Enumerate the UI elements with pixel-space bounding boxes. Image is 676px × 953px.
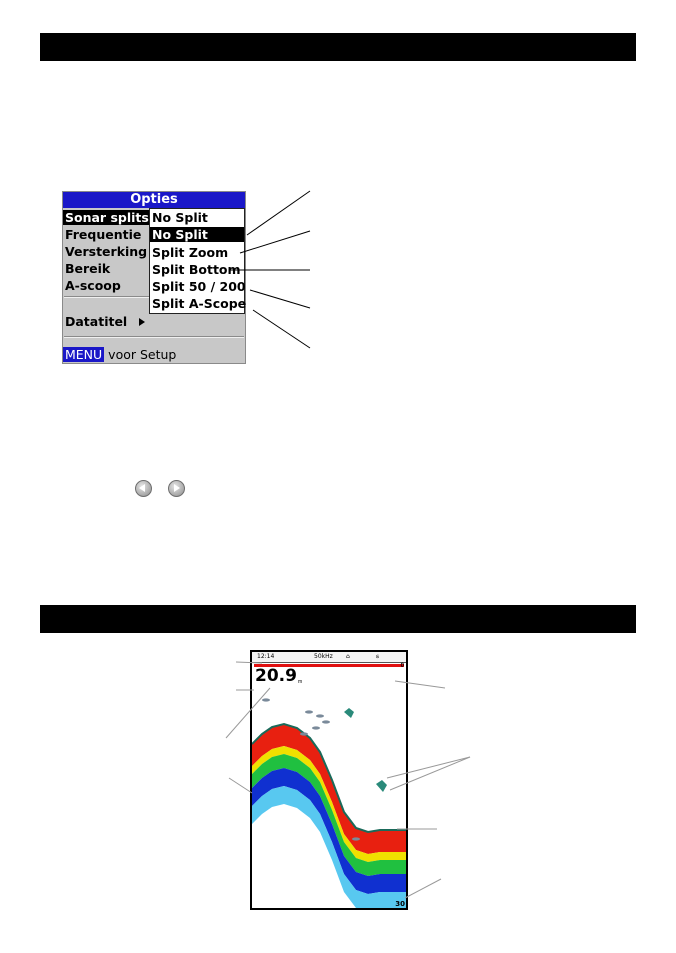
depth-unit: m [298,679,303,685]
menu-item-versterking[interactable]: Versterking [65,244,148,259]
menu-key-label: MENU [65,347,103,362]
split-option-split-50-200[interactable]: Split 50 / 200 [152,279,246,294]
depth-scale-top: 0 [400,663,404,669]
menu-item-frequentie[interactable]: Frequentie [65,227,142,242]
menu-item-bereik[interactable]: Bereik [65,261,111,276]
depth-scale-bottom: 30 [395,900,405,908]
submenu-current-value: No Split [152,210,208,225]
depth-readout: 20.9 [255,666,297,686]
split-option-split-zoom[interactable]: Split Zoom [152,245,229,260]
menu-footer-text: voor Setup [108,347,177,362]
split-option-split-bottom[interactable]: Split Bottom [152,262,241,277]
split-option-split-a-scope[interactable]: Split A-Scope [152,296,247,311]
fish-symbol-icon: ⌂ [346,653,350,660]
menu-item-datatitel[interactable]: Datatitel [65,314,128,329]
menu-item-sonar-splits[interactable]: Sonar splits [65,210,149,225]
gps-signal-icon: ꟙ [376,653,380,660]
split-option-no-split[interactable]: No Split [150,227,244,242]
status-time: 12:14 [257,653,275,660]
menu-title: Opties [63,192,245,208]
menu-item-a-scoop[interactable]: A-scoop [65,278,121,293]
status-frequency: 50kHz [314,653,333,660]
